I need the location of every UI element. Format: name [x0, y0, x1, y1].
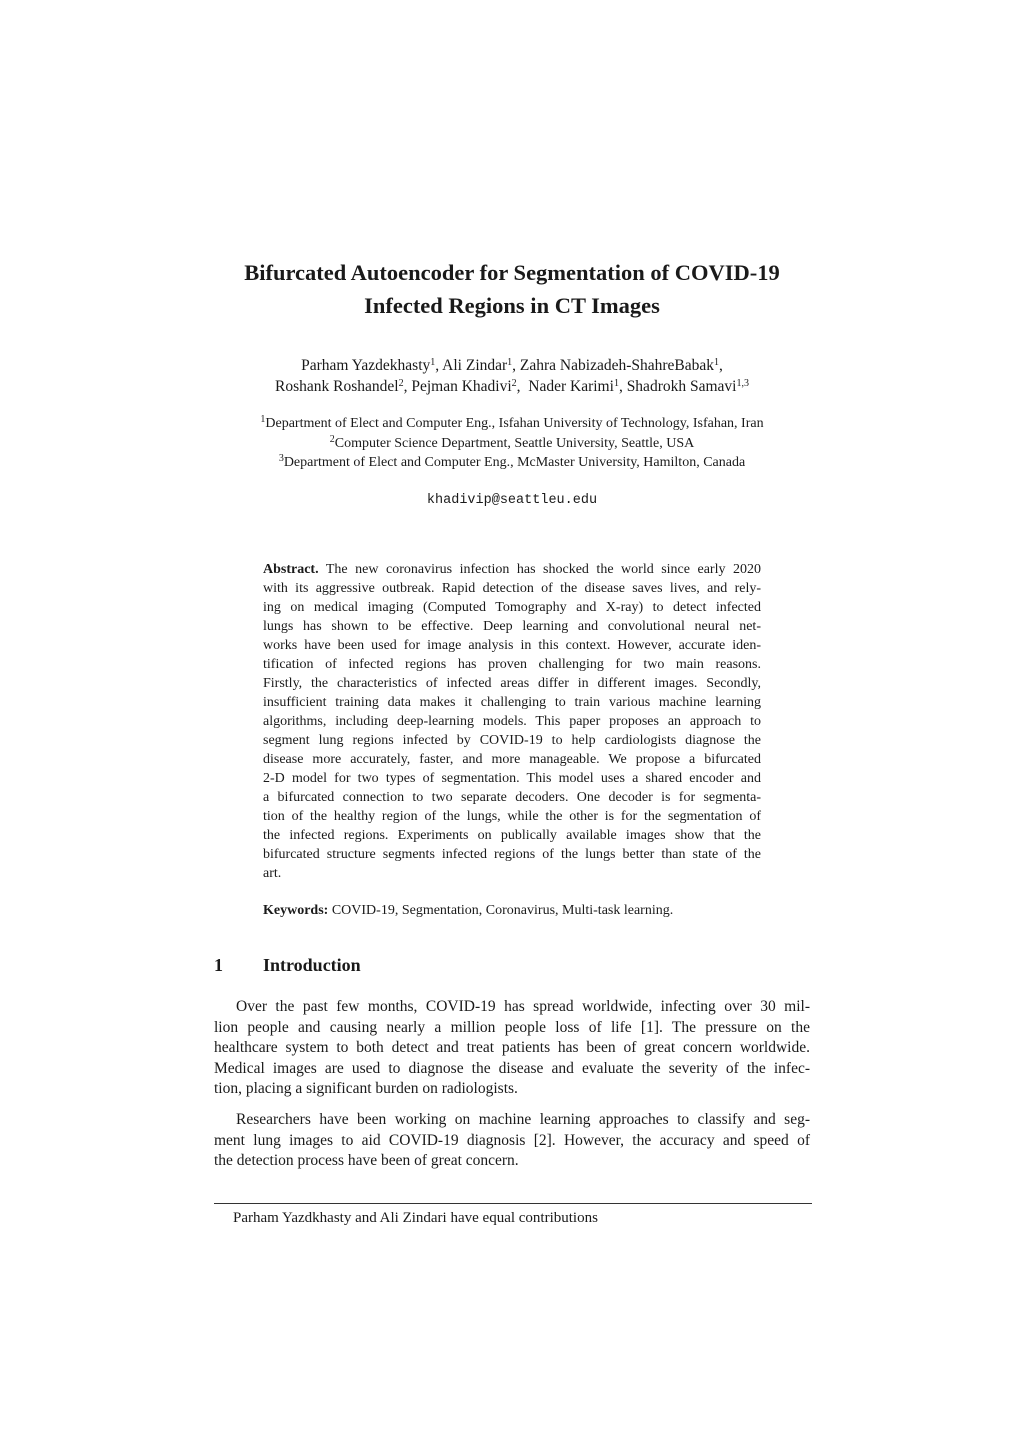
abstract-line: the infected regions. Experiments on publically available images show that the [263, 828, 761, 843]
abstract-line: tion of the healthy region of the lungs, while the other is for the segmentation of [263, 809, 761, 824]
author-name: Shadrokh Samavi [626, 378, 737, 395]
abstract-line: a bifurcated connection to two separate decoders. One decoder is for segmenta- [263, 790, 761, 805]
footnote: Parham Yazdkhasty and Ali Zindari have equal contributions [233, 1210, 598, 1226]
author-affiliation-mark: 1 [507, 357, 513, 368]
abstract-line: ing on medical imaging (Computed Tomography and X-ray) to detect infected [263, 600, 761, 615]
author-name: Roshank Roshandel [275, 378, 399, 395]
body-paragraph [214, 997, 810, 1100]
abstract-line: disease more accurately, faster, and more manageable. We propose a bifurcated [263, 752, 761, 767]
author-affiliation-mark: 1,3 [736, 378, 749, 389]
author-name: Pejman Khadivi [411, 378, 512, 395]
body-line: the detection process have been of great concern. [214, 1152, 519, 1170]
abstract [263, 560, 761, 883]
abstract-line: bifurcated structure segments infected regions of the lungs better than state of the [263, 847, 761, 862]
keywords-text: COVID-19, Segmentation, Coronavirus, Multi-task learning. [331, 903, 674, 918]
body-line: Medical images are used to diagnose the disease and evaluate the severity of the infec- [214, 1059, 810, 1077]
author-affiliation-mark: 1 [714, 357, 720, 368]
affiliation-text: Department of Elect and Computer Eng., McMaster University, Hamilton, Canada [283, 455, 746, 470]
contact-email: khadivip@seattleu.edu [426, 493, 598, 508]
body-line: lion people and causing nearly a million people loss of life [1]. The pressure on the [214, 1018, 810, 1036]
author-separator: , [435, 357, 443, 374]
title-line: Bifurcated Autoencoder for Segmentation of COVID-19 [244, 260, 780, 285]
footnote-rule [214, 1203, 812, 1204]
body-line: tion, placing a significant burden on radiologists. [214, 1080, 518, 1098]
abstract-line: with its aggressive outbreak. Rapid detection of the disease saves lives, and rely- [263, 581, 761, 596]
author-line [130, 355, 894, 376]
abstract-line: Firstly, the characteristics of infected areas differ in different images. Secondly, [263, 676, 761, 691]
body-line: healthcare system to both detect and treat patients has been of great concern worldwide. [214, 1039, 810, 1057]
body-line: Over the past few months, COVID-19 has spread worldwide, infecting over 30 mil- [236, 998, 810, 1015]
body-paragraph [214, 1110, 810, 1172]
keywords [263, 901, 761, 920]
body-line: ment lung images to aid COVID-19 diagnosis [2]. However, the accuracy and speed of [214, 1131, 810, 1149]
author-line [130, 376, 894, 397]
abstract-line: tification of infected regions has proven challenging for two main reasons. [263, 657, 761, 672]
author-affiliation-mark: 1 [613, 378, 619, 389]
abstract-line: works have been used for image analysis in this context. However, accurate iden- [263, 638, 761, 653]
affiliation-mark: 3 [278, 453, 284, 464]
abstract-line: segment lung regions infected by COVID-19 to help cardiologists diagnose the [263, 733, 761, 748]
abstract-line: algorithms, including deep-learning models. This paper proposes an approach to [263, 714, 761, 729]
abstract-line: art. [263, 866, 282, 881]
affiliation-mark: 2 [329, 433, 335, 445]
author-affiliation-mark: 2 [511, 378, 517, 389]
author-separator: , [403, 378, 412, 395]
abstract-label: Abstract. [263, 562, 319, 577]
author-separator: , [618, 378, 627, 395]
abstract-line: lungs has shown to be effective. Deep learning and convolutional neural net- [263, 619, 761, 634]
affiliation-mark: 1 [260, 414, 266, 425]
author-separator: , [516, 378, 529, 395]
author-separator: , [719, 357, 723, 374]
affiliation [130, 414, 894, 434]
abstract-line: 2-D model for two types of segmentation. This model uses a shared encoder and [263, 771, 761, 786]
affiliation-list [130, 414, 894, 473]
affiliation [130, 434, 894, 454]
section-number: 1 [214, 955, 223, 975]
paper-title [130, 256, 894, 322]
affiliation [130, 453, 894, 473]
author-name: Zahra Nabizadeh-ShahreBabak [519, 357, 715, 374]
body-line: Researchers have been working on machine learning approaches to classify and seg- [236, 1111, 810, 1128]
keywords-label: Keywords: [263, 903, 329, 918]
author-separator: , [512, 357, 520, 374]
abstract-text: The new coronavirus infection has shocked the world since early 2020 [325, 562, 761, 577]
abstract-line [263, 560, 761, 579]
section-heading [214, 953, 361, 977]
author-list [130, 355, 894, 397]
title-line: Infected Regions in CT Images [364, 293, 660, 318]
author-name: Parham Yazdekhasty [301, 357, 431, 374]
affiliation-text: Department of Elect and Computer Eng., Isfahan University of Technology, Isfahan, Iran [265, 416, 764, 431]
affiliation-text: Computer Science Department, Seattle University, Seattle, USA [334, 435, 695, 451]
author-affiliation-mark: 1 [430, 357, 436, 368]
author-name: Ali Zindar [442, 357, 508, 374]
author-name: Nader Karimi [528, 378, 614, 395]
section-title: Introduction [263, 955, 361, 975]
author-affiliation-mark: 2 [398, 378, 404, 389]
abstract-line: insufficient training data makes it challenging to train various machine learning [263, 695, 761, 710]
